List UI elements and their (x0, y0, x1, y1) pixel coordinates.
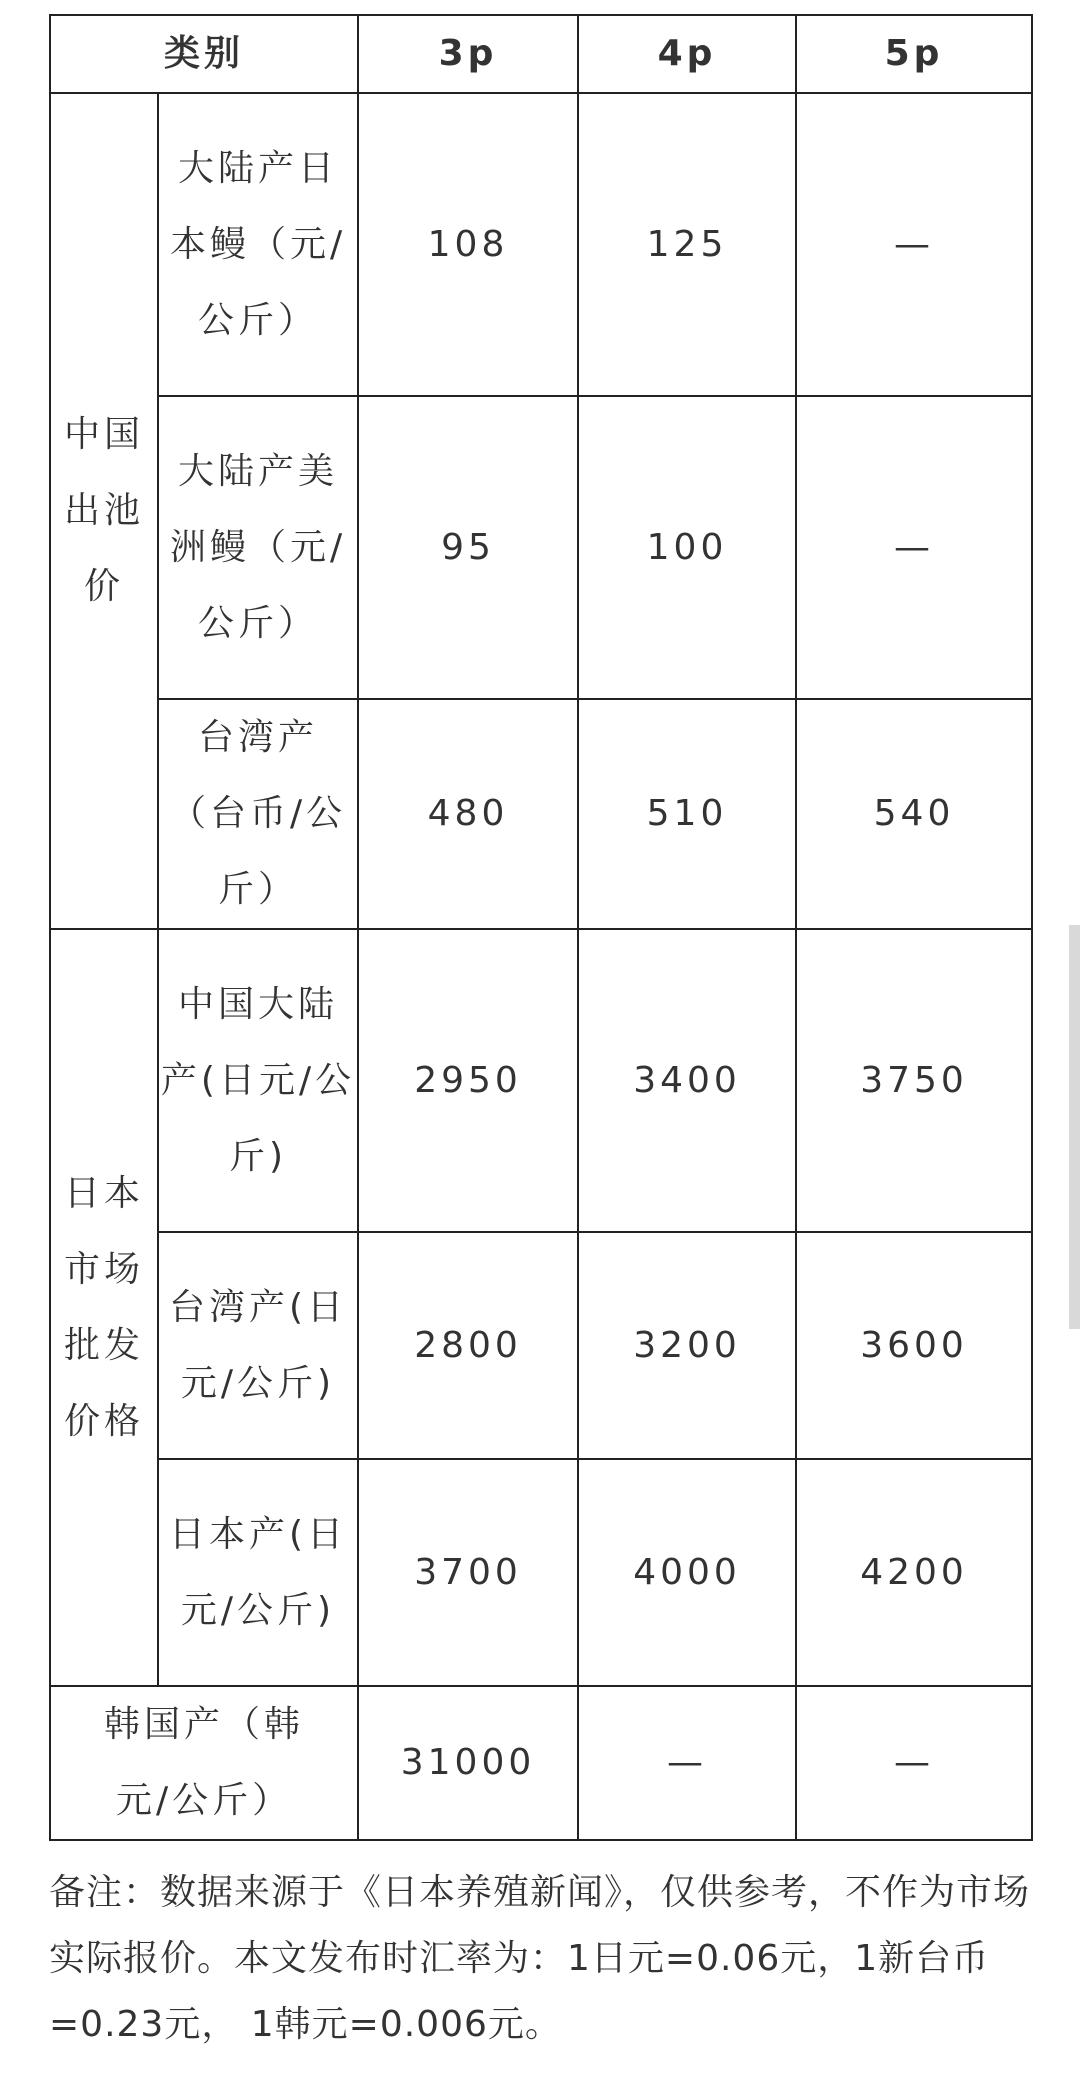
scrollbar[interactable] (1069, 925, 1080, 1329)
price-table (49, 14, 1033, 1841)
row-label: 台湾产(日元/公斤) (158, 1232, 358, 1459)
row-label-korea: 韩国产（韩元/公斤） (50, 1686, 358, 1840)
value-3p: 480 (358, 699, 578, 929)
value-4p: — (578, 1686, 796, 1840)
value-4p: 100 (578, 396, 796, 699)
value-4p: 4000 (578, 1459, 796, 1686)
value-5p: 3750 (796, 929, 1032, 1232)
header-5p: 5p (796, 15, 1032, 93)
footnote: 备注：数据来源于《日本养殖新闻》，仅供参考，不作为市场实际报价。本文发布时汇率为：1日元=0.06元，1新台币=0.23元， 1韩元=0.006元。 (49, 1872, 1031, 2045)
table-row (50, 1686, 1032, 1840)
value-4p: 510 (578, 699, 796, 929)
row-label: 台湾产（台币/公斤） (158, 699, 358, 929)
value-5p: — (796, 93, 1032, 396)
value-5p: 540 (796, 699, 1032, 929)
value-4p: 3200 (578, 1232, 796, 1459)
table-row (50, 396, 1032, 699)
value-5p: — (796, 1686, 1032, 1840)
value-3p: 2800 (358, 1232, 578, 1459)
value-3p: 108 (358, 93, 578, 396)
row-label: 大陆产日本鳗（元/公斤） (158, 93, 358, 396)
row-label: 中国大陆产(日元/公斤) (158, 929, 358, 1232)
value-3p: 3700 (358, 1459, 578, 1686)
table-row (50, 929, 1032, 1232)
group-label-china-pond-price: 中国出池价 (50, 93, 158, 929)
row-label: 日本产(日元/公斤) (158, 1459, 358, 1686)
table-row (50, 699, 1032, 929)
group-label-japan-wholesale-price: 日本市场批发价格 (50, 929, 158, 1686)
table-row (50, 1232, 1032, 1459)
row-label: 大陆产美洲鳗（元/公斤） (158, 396, 358, 699)
value-5p: 4200 (796, 1459, 1032, 1686)
value-4p: 125 (578, 93, 796, 396)
header-3p: 3p (358, 15, 578, 93)
header-4p: 4p (578, 15, 796, 93)
value-4p: 3400 (578, 929, 796, 1232)
value-3p: 2950 (358, 929, 578, 1232)
value-5p: 3600 (796, 1232, 1032, 1459)
table-row (50, 1459, 1032, 1686)
value-3p: 31000 (358, 1686, 578, 1840)
header-row (50, 15, 1032, 93)
value-3p: 95 (358, 396, 578, 699)
value-5p: — (796, 396, 1032, 699)
header-category: 类别 (50, 15, 358, 93)
table-row (50, 93, 1032, 396)
